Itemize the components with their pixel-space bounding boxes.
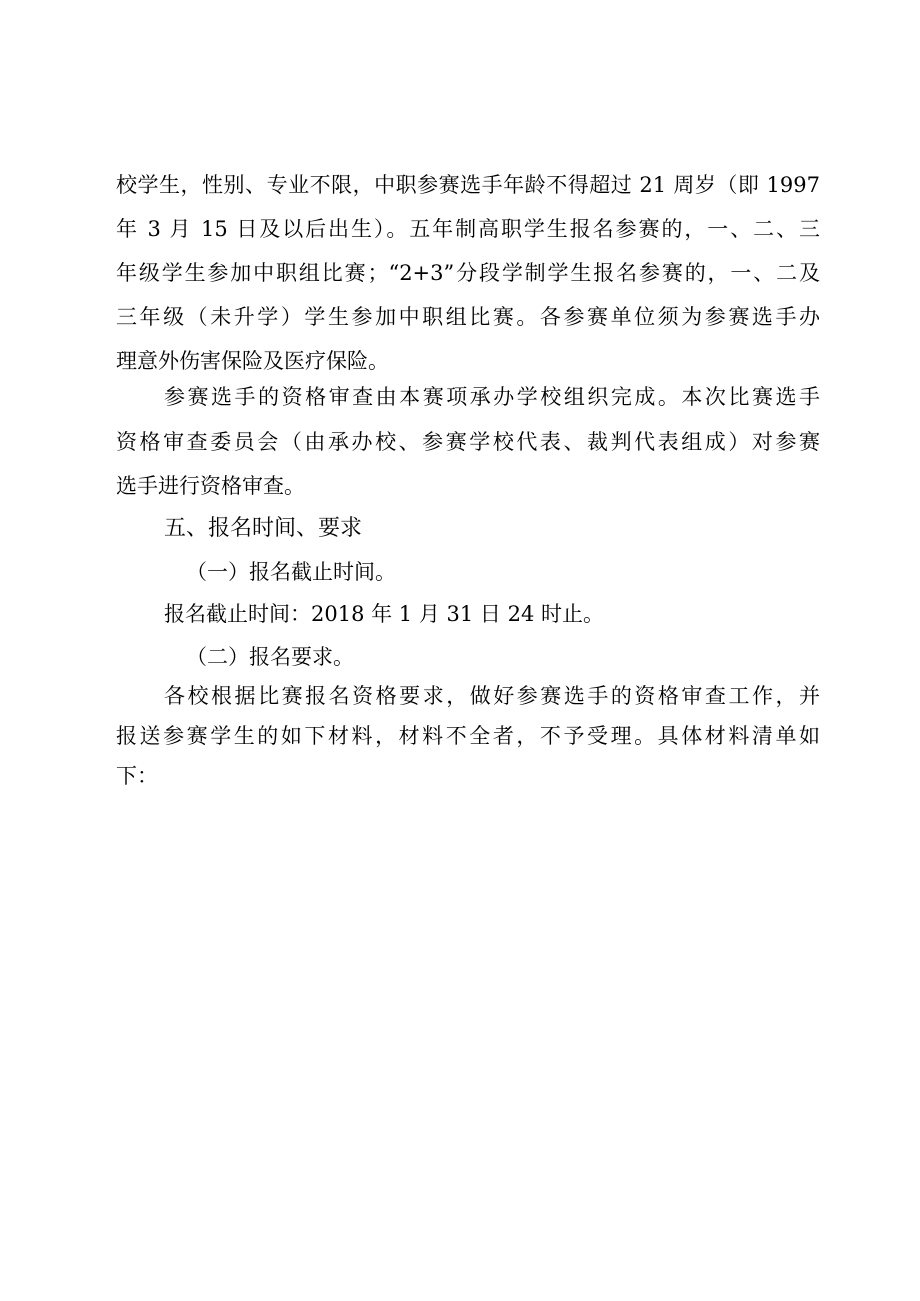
deadline-text: 报名截止时间：2018 年 1 月 31 日 24 时止。: [164, 602, 604, 626]
paragraph-3-line-2: 报送参赛学生的如下材料，材料不全者，不予受理。具体材料清单如: [116, 724, 820, 748]
paragraph-1-line-1: 校学生，性别、专业不限，中职参赛选手年龄不得超过 21 周岁（即 1997: [116, 173, 820, 197]
paragraph-1-line-3: 年级学生参加中职组比赛；“2+3”分段学制学生报名参赛的，一、二及: [116, 261, 820, 285]
paragraph-3-line-3: 下：: [116, 764, 158, 788]
subsection-heading-2: （二）报名要求。: [186, 645, 354, 669]
paragraph-1-line-5: 理意外伤害保险及医疗保险。: [116, 349, 389, 373]
paragraph-1-line-4: 三年级（未升学）学生参加中职组比赛。各参赛单位须为参赛选手办: [116, 305, 820, 329]
paragraph-2-line-1: 参赛选手的资格审查由本赛项承办学校组织完成。本次比赛选手: [164, 385, 820, 409]
paragraph-2-line-3: 选手进行资格审查。: [116, 474, 305, 498]
section-heading: 五、报名时间、要求: [164, 516, 363, 541]
subsection-heading-1: （一）报名截止时间。: [186, 560, 396, 584]
paragraph-3-line-1: 各校根据比赛报名资格要求，做好参赛选手的资格审查工作，并: [164, 684, 820, 708]
paragraph-1-line-2: 年 3 月 15 日及以后出生）。五年制高职学生报名参赛的，一、二、三: [116, 217, 820, 241]
paragraph-2-line-2: 资格审查委员会（由承办校、参赛学校代表、裁判代表组成）对参赛: [116, 430, 820, 454]
